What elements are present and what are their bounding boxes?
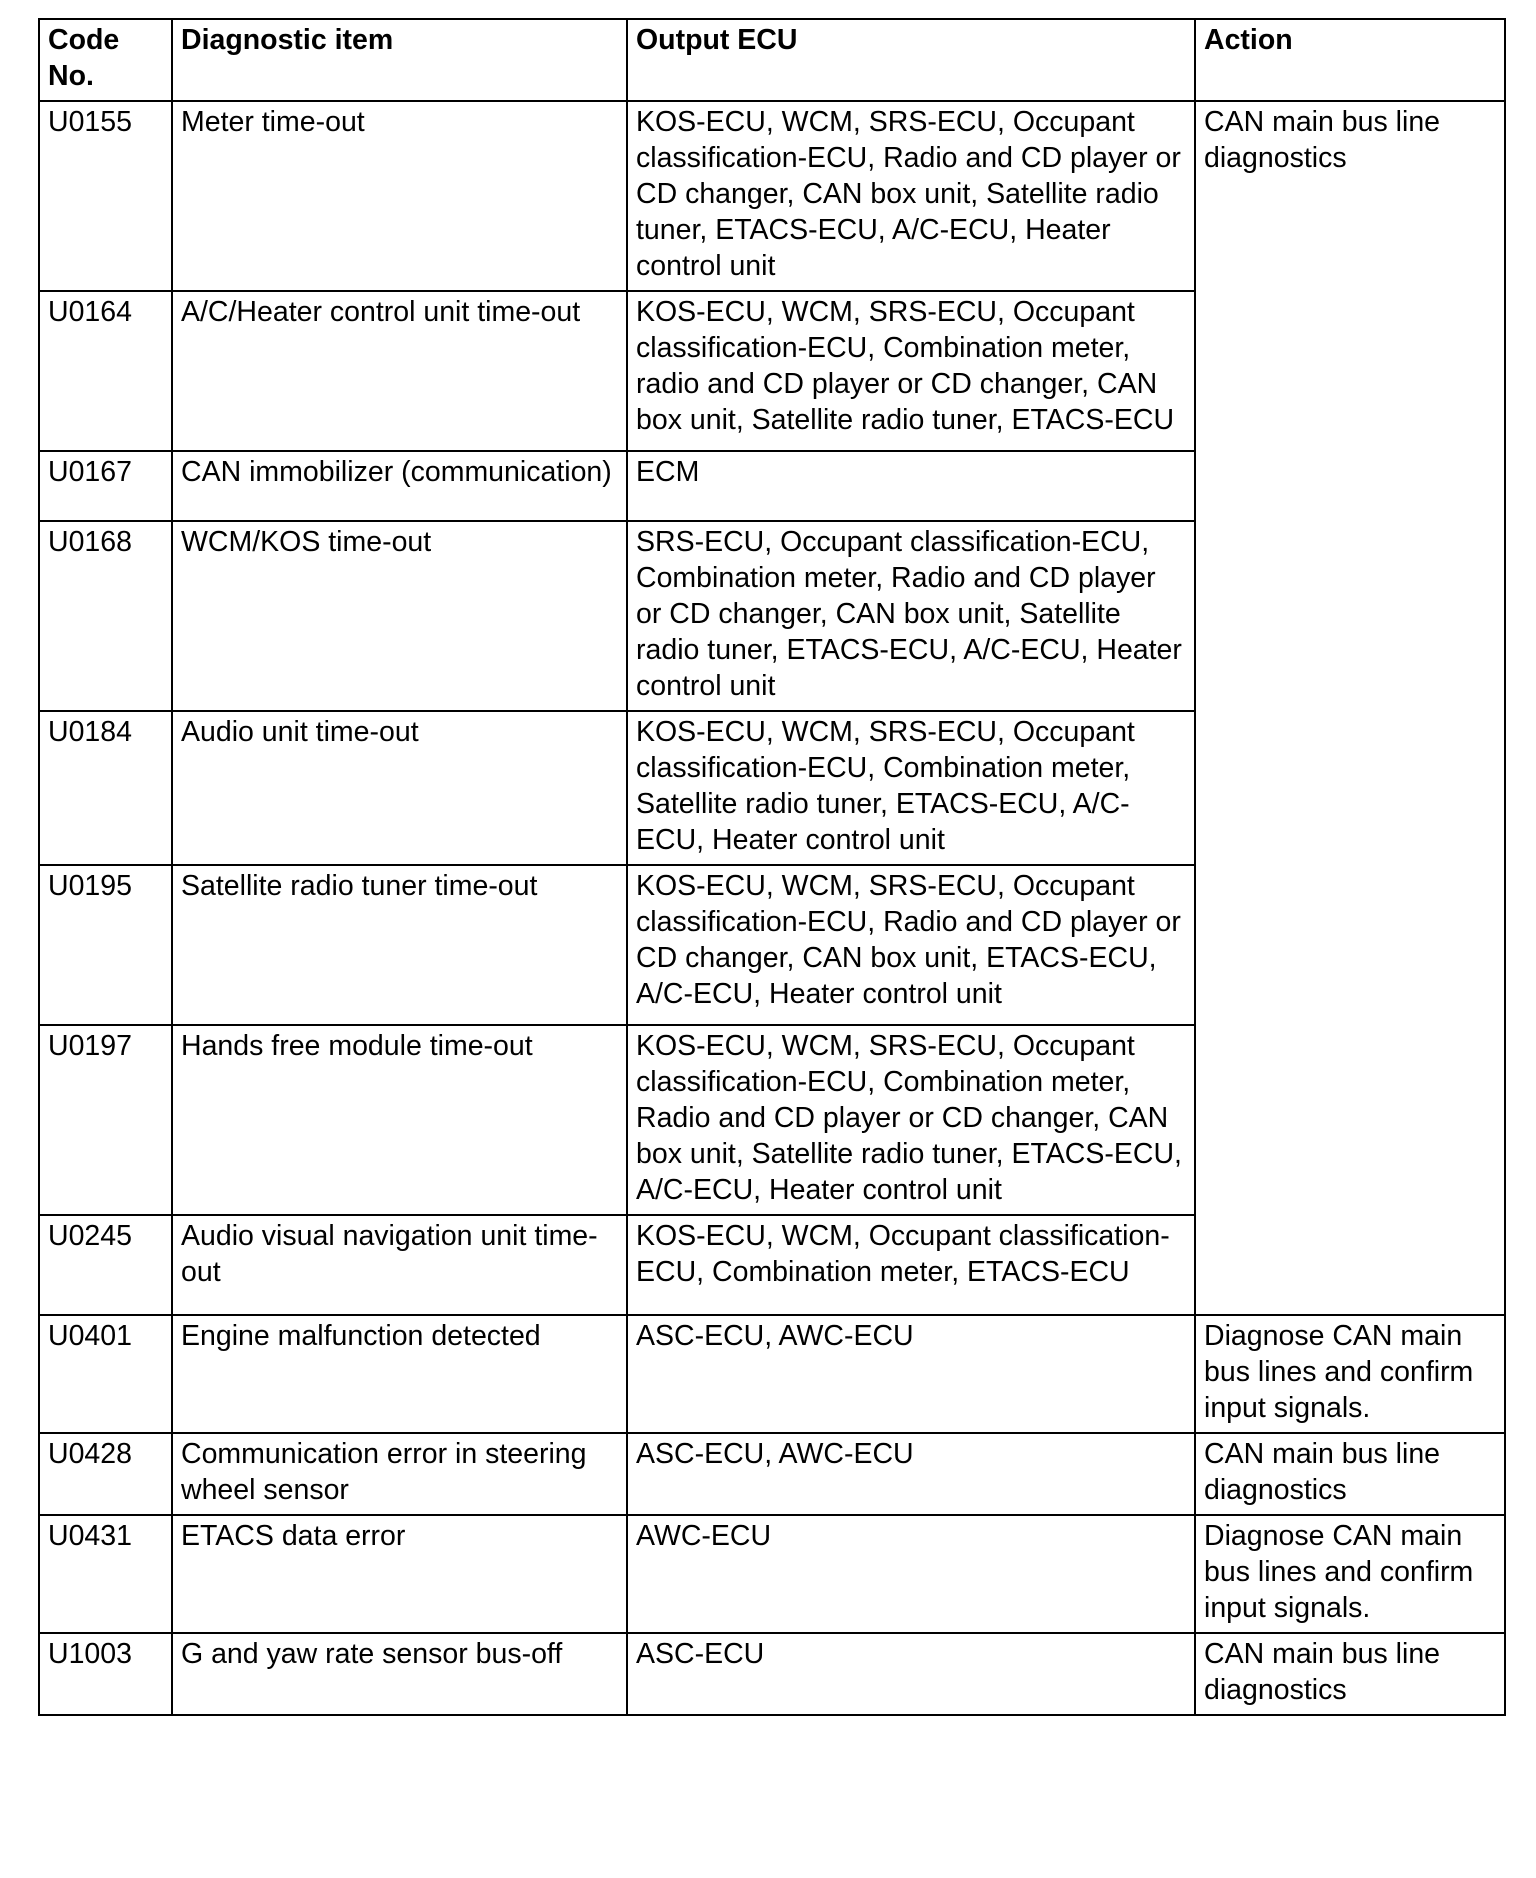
action-cell: Diagnose CAN main bus lines and confirm input signals. — [1195, 1315, 1505, 1433]
code-cell: U0155 — [39, 101, 172, 291]
output-ecu-cell: ASC-ECU, AWC-ECU — [627, 1433, 1195, 1515]
header-code-line1: Code — [48, 24, 120, 56]
code-cell: U0167 — [39, 451, 172, 521]
output-ecu-cell: KOS-ECU, WCM, Occupant classification-ECU, Combination meter, ETACS-ECU — [627, 1215, 1195, 1315]
table-row — [39, 1633, 1505, 1715]
table-row — [39, 1515, 1505, 1633]
diagnostic-item-cell: CAN immobilizer (communication) — [172, 451, 627, 521]
output-ecu-cell: ECM — [627, 451, 1195, 521]
code-cell: U0245 — [39, 1215, 172, 1315]
diagnostic-item-cell: Audio unit time-out — [172, 711, 627, 865]
output-ecu-cell: ASC-ECU — [627, 1633, 1195, 1715]
output-ecu-cell: KOS-ECU, WCM, SRS-ECU, Occupant classification-ECU, Radio and CD player or CD changer, CAN box unit, Satellite radio tuner, ETACS-ECU, A/C-ECU, Heater control unit — [627, 101, 1195, 291]
code-cell: U0195 — [39, 865, 172, 1025]
header-code — [39, 19, 172, 101]
output-ecu-cell: KOS-ECU, WCM, SRS-ECU, Occupant classification-ECU, Combination meter, Radio and CD player or CD changer, CAN box unit, Satellite radio tuner, ETACS-ECU, A/C-ECU, Heater control unit — [627, 1025, 1195, 1215]
output-ecu-cell: KOS-ECU, WCM, SRS-ECU, Occupant classification-ECU, Combination meter, Satellite radio tuner, ETACS-ECU, A/C-ECU, Heater control unit — [627, 711, 1195, 865]
code-cell: U0164 — [39, 291, 172, 451]
code-cell: U0197 — [39, 1025, 172, 1215]
diagnostic-item-cell: Engine malfunction detected — [172, 1315, 627, 1433]
header-action: Action — [1195, 19, 1505, 101]
action-cell: Diagnose CAN main bus lines and confirm input signals. — [1195, 1515, 1505, 1633]
diagnostic-item-cell: A/C/Heater control unit time-out — [172, 291, 627, 451]
header-code-line2: No. — [48, 60, 94, 92]
code-cell: U0401 — [39, 1315, 172, 1433]
diagnostic-item-cell: Audio visual navigation unit time-out — [172, 1215, 627, 1315]
table-row — [39, 1315, 1505, 1433]
code-cell: U0428 — [39, 1433, 172, 1515]
diagnostic-item-cell: WCM/KOS time-out — [172, 521, 627, 711]
diagnostic-item-cell: ETACS data error — [172, 1515, 627, 1633]
header-diagnostic-item: Diagnostic item — [172, 19, 627, 101]
code-cell: U0184 — [39, 711, 172, 865]
action-cell-shared: CAN main bus line diagnostics — [1195, 101, 1505, 1315]
output-ecu-cell: KOS-ECU, WCM, SRS-ECU, Occupant classification-ECU, Radio and CD player or CD changer, CAN box unit, ETACS-ECU, A/C-ECU, Heater control unit — [627, 865, 1195, 1025]
diagnostic-item-cell: Meter time-out — [172, 101, 627, 291]
output-ecu-cell: KOS-ECU, WCM, SRS-ECU, Occupant classification-ECU, Combination meter, radio and CD player or CD changer, CAN box unit, Satellite radio tuner, ETACS-ECU — [627, 291, 1195, 451]
header-output-ecu: Output ECU — [627, 19, 1195, 101]
code-cell: U0431 — [39, 1515, 172, 1633]
output-ecu-cell: AWC-ECU — [627, 1515, 1195, 1633]
diagnostic-item-cell: Satellite radio tuner time-out — [172, 865, 627, 1025]
code-cell: U1003 — [39, 1633, 172, 1715]
output-ecu-cell: ASC-ECU, AWC-ECU — [627, 1315, 1195, 1433]
action-cell: CAN main bus line diagnostics — [1195, 1433, 1505, 1515]
output-ecu-cell: SRS-ECU, Occupant classification-ECU, Combination meter, Radio and CD player or CD changer, CAN box unit, Satellite radio tuner, ETACS-ECU, A/C-ECU, Heater control unit — [627, 521, 1195, 711]
action-cell: CAN main bus line diagnostics — [1195, 1633, 1505, 1715]
diagnostic-code-table — [38, 18, 1506, 1716]
diagnostic-item-cell: G and yaw rate sensor bus-off — [172, 1633, 627, 1715]
header-row — [39, 19, 1505, 101]
code-cell: U0168 — [39, 521, 172, 711]
table-row — [39, 101, 1505, 291]
diagnostic-item-cell: Communication error in steering wheel sensor — [172, 1433, 627, 1515]
table-row — [39, 1433, 1505, 1515]
diagnostic-item-cell: Hands free module time-out — [172, 1025, 627, 1215]
